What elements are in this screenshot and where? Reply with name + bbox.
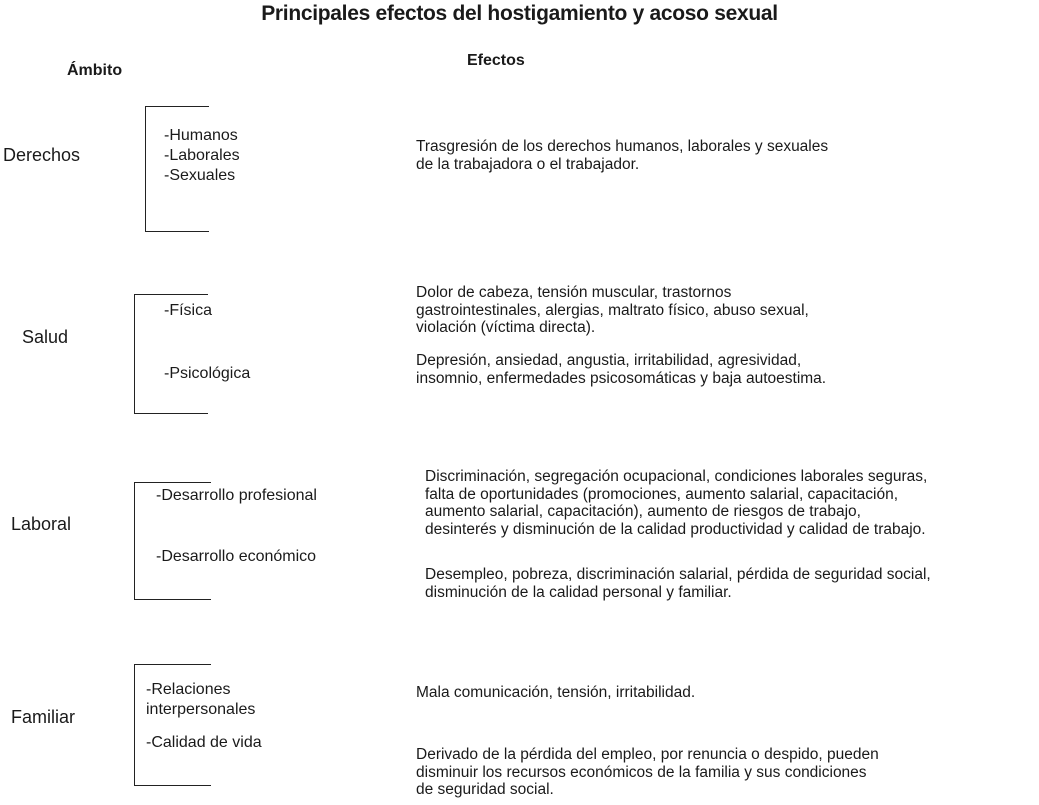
efecto-salud-fisica: Dolor de cabeza, tensión muscular, trastornos gastrointestinales, alergias, maltrato físico, abuso sexual, violación (víctima directa). (416, 284, 809, 336)
efecto-familiar-relaciones: Mala comunicación, tensión, irritabilidad. (416, 684, 696, 701)
subitems-derechos: -Humanos -Laborales -Sexuales (164, 127, 240, 184)
subitem-psicologica: -Psicológica (164, 365, 251, 382)
efecto-laboral-profesional: Discriminación, segregación ocupacional, condiciones laborales seguras, falta de oportunidades (promociones, aumento salarial, capacitación, aumento salarial, capacitación), aumento de riesgos de trabajo, desinterés y disminución de la calidad productividad y calidad de trabajo. (425, 468, 928, 538)
ambito-salud: Salud (22, 327, 69, 347)
efecto-familiar-calidad: Derivado de la pérdida del empleo, por renuncia o despido, pueden disminuir los recursos económicos de la familia y sus condiciones de seguridad social. (416, 746, 879, 798)
subitem-desarrollo-profesional: -Desarrollo profesional (156, 487, 317, 504)
subitem-fisica: -Física (164, 302, 212, 319)
column-header-ambito: Ámbito (67, 62, 123, 79)
efecto-salud-psicologica: Depresión, ansiedad, angustia, irritabilidad, agresividad, insomnio, enfermedades psicosomáticas y baja autoestima. (416, 352, 827, 387)
subitem-relaciones-interpersonales: -Relaciones interpersonales (146, 681, 256, 718)
ambito-familiar: Familiar (11, 707, 76, 727)
diagram-title: Principales efectos del hostigamiento y acoso sexual (261, 2, 778, 25)
efecto-laboral-economico: Desempleo, pobreza, discriminación salarial, pérdida de seguridad social, disminución de la calidad personal y familiar. (425, 566, 931, 601)
subitem-calidad-de-vida: -Calidad de vida (146, 734, 262, 751)
column-header-efectos: Efectos (467, 52, 525, 69)
ambito-derechos: Derechos (3, 145, 81, 165)
efecto-derechos: Trasgresión de los derechos humanos, laborales y sexuales de la trabajadora o el trabajador. (416, 138, 829, 173)
ambito-laboral: Laboral (11, 514, 72, 534)
subitem-desarrollo-economico: -Desarrollo económico (156, 548, 317, 565)
